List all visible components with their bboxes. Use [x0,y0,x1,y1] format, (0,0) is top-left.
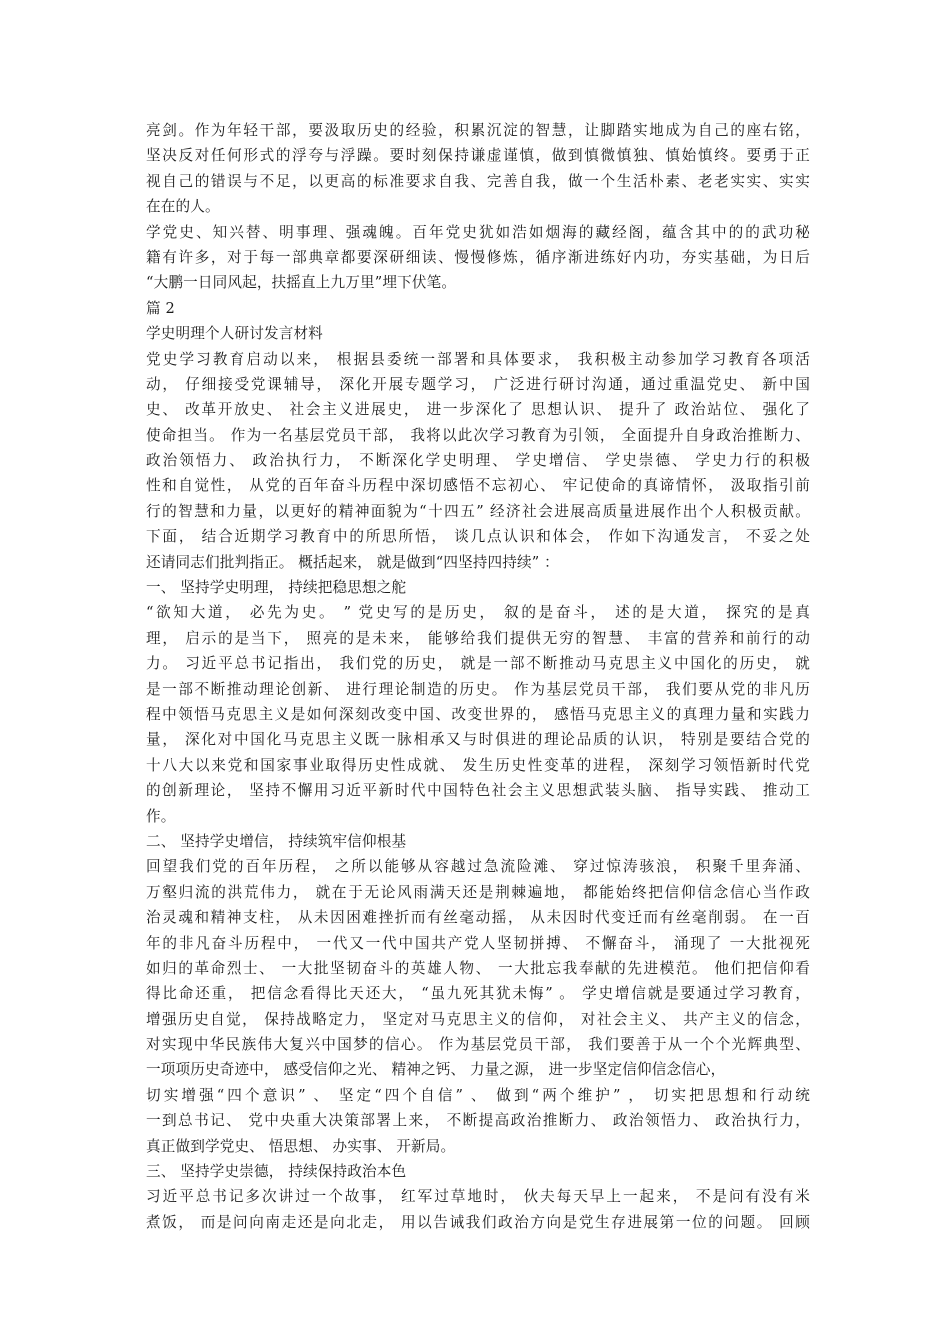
text-line: “大鹏一日同风起，扶摇直上九万里”埋下伏笔。 [146,274,457,292]
text-line: 党史学习教育启动以来， 根据县委统一部署和具体要求， 我积极主动参加学习教育各项活 [146,350,810,368]
text-line: 学党史、知兴替、明事理、强魂魄。百年党史犹如浩如烟海的藏经阁，蕴含其中的的武功秘 [146,223,810,241]
text-line: 二、 坚持学史增信， 持续筑牢信仰根基 [146,832,407,850]
text-line: “欲知大道， 必先为史。 ” 党史写的是历史， 叙的是奋斗， 述的是大道， 探究的是真 [146,604,810,622]
text-line: 得比命还重， 把信念看得比天还大， “虽九死其犹未悔” 。 学史增信就是要通过学习教育， [146,985,810,1003]
text-line: 视自己的错误与不足，以更高的标准要求自我、完善自我，做一个生活朴素、老老实实、实实 [146,172,810,190]
document-page [146,118,810,1235]
text-line: 一、 坚持学史明理， 持续把稳思想之舵 [146,579,407,597]
text-line: 理， 启示的是当下， 照亮的是未来， 能够给我们提供无穷的智慧、 丰富的营养和前行的动 [146,629,810,647]
text-line: 对实现中华民族伟大复兴中国梦的信心。 作为基层党员干部， 我们要善于从一个个光辉典型、 [146,1036,810,1054]
text-line: 动， 仔细接受党课辅导， 深化开展专题学习， 广泛进行研讨沟通，通过重温党史、 新中国 [146,375,810,393]
text-line: 下面， 结合近期学习教育中的所思所悟， 谈几点认识和体会， 作如下沟通发言， 不妥之处 [146,528,810,546]
text-line: 回望我们党的百年历程， 之所以能够从容越过急流险滩、 穿过惊涛骇浪， 积聚千里奔涌、 [146,858,810,876]
text-line: 切实增强“四个意识” 、 坚定“四个自信” 、 做到“两个维护” ， 切实把思想和行动统 [146,1086,810,1104]
text-line: 使命担当。 作为一名基层党员干部， 我将以此次学习教育为引领， 全面提升自身政治推断力、 [146,426,810,444]
text-line: 年的非凡奋斗历程中， 一代又一代中国共产党人坚韧拼搏、 不懈奋斗， 涌现了 一大批视死 [146,934,810,952]
text-line: 十八大以来党和国家事业取得历史性成就、 发生历史性变革的进程， 深刻学习领悟新时代党 [146,756,810,774]
text-line: 习近平总书记多次讲过一个故事， 红军过草地时， 伙夫每天早上一起来， 不是问有没有米 [146,1188,810,1206]
text-line: 治灵魂和精神支柱， 从未因困难挫折而有丝毫动摇， 从未因时代变迁而有丝毫削弱。 在一百 [146,909,810,927]
text-line: 坚决反对任何形式的浮夸与浮躁。要时刻保持谦虚谨慎，做到慎微慎独、慎始慎终。要勇于正 [146,147,810,165]
text-line: 真正做到学党史、 悟思想、 办实事、 开新局。 [146,1137,456,1155]
text-line: 在在的人。 [146,198,220,216]
text-line: 政治领悟力、 政治执行力， 不断深化学史明理、 学史增信、 学史崇德、 学史力行的积极 [146,452,810,470]
text-line: 力。 习近平总书记指出， 我们党的历史， 就是一部不断推动马克思主义中国化的历史， 就 [146,655,810,673]
text-line: 程中领悟马克思主义是如何深刻改变中国、改变世界的， 感悟马克思主义的真理力量和实践力 [146,705,810,723]
text-line: 量， 深化对中国化马克思主义既一脉相承又与时俱进的理论品质的认识， 特别是要结合党的 [146,731,810,749]
text-line: 煮饭， 而是问向南走还是向北走， 用以告诫我们政治方向是党生存进展第一位的问题。 回顾 [146,1213,810,1231]
text-line: 是一部不断推动理论创新、 进行理论制造的历史。 作为基层党员干部， 我们要从党的非凡历 [146,680,810,698]
text-line: 还请同志们批判指正。 概括起来， 就是做到“四坚持四持续” ： [146,553,559,571]
text-line: 三、 坚持学史崇德， 持续保持政治本色 [146,1163,407,1181]
text-line: 籍有许多，对于每一部典章都要深研细读、慢慢修炼，循序渐进练好内功，夯实基础，为日后 [146,248,810,266]
text-line: 学史明理个人研讨发言材料 [146,325,323,343]
text-line: 作。 [146,807,176,825]
text-line: 篇 2 [146,299,175,317]
text-line: 史、 改革开放史、 社会主义进展史， 进一步深化了 思想认识、 提升了 政治站位、 强化了 [146,401,810,419]
text-line: 亮剑。作为年轻干部，要汲取历史的经验，积累沉淀的智慧，让脚踏实地成为自己的座右铭， [146,122,810,139]
text-line: 一到总书记、 党中央重大决策部署上来， 不断提高政治推断力、 政治领悟力、 政治执行力， [146,1112,810,1130]
text-line: 增强历史自觉， 保持战略定力， 坚定对马克思主义的信仰， 对社会主义、 共产主义的信念， [146,1010,810,1028]
text-line: 的创新理论， 坚持不懈用习近平新时代中国特色社会主义思想武装头脑、 指导实践、 推动工 [146,782,810,800]
text-line: 行的智慧和力量，以更好的精神面貌为“十四五” 经济社会进展高质量进展作出个人积极贡献。 [146,502,810,520]
text-line: 性和自觉性， 从党的百年奋斗历程中深切感悟不忘初心、 牢记使命的真谛情怀， 汲取指引前 [146,477,810,495]
text-line: 一项项历史奇迹中， 感受信仰之光、 精神之钙、 力量之源， 进一步坚定信仰信念信心， [146,1061,726,1079]
text-line: 万壑归流的洪荒伟力， 就在于无论风雨满天还是荆棘遍地， 都能始终把信仰信念信心当作政 [146,883,810,901]
text-line: 如归的革命烈士、 一大批坚韧奋斗的英雄人物、 一大批忘我奉献的先进模范。 他们把信仰看 [146,959,810,977]
